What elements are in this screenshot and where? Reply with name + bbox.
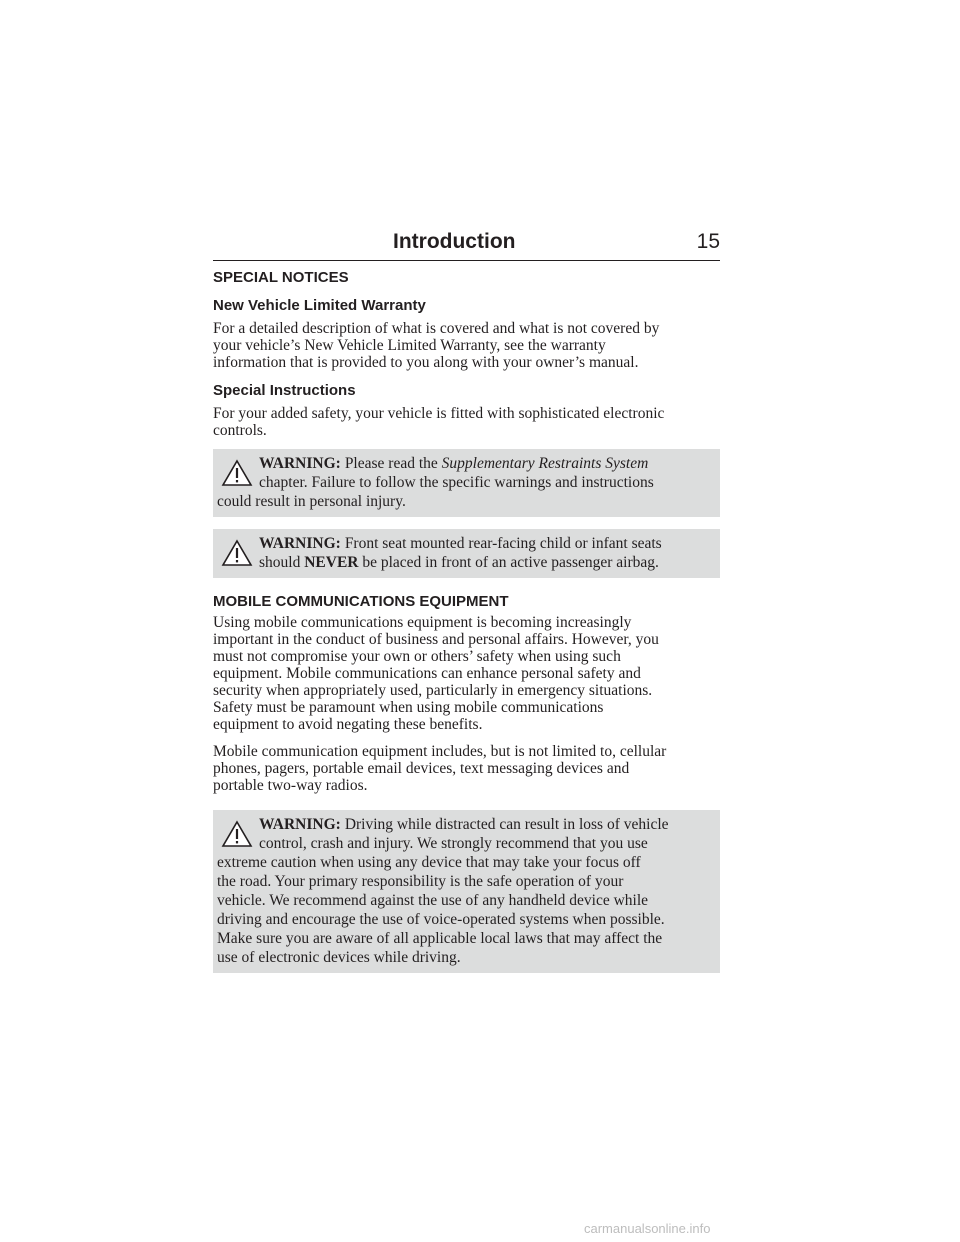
warning-line: Make sure you are aware of all applicable local laws that may affect the xyxy=(217,930,663,947)
warning-label: WARNING: xyxy=(259,816,341,833)
text-line: information that is provided to you along with your owner’s manual. xyxy=(213,354,639,371)
warning-box-restraints xyxy=(213,449,720,517)
page-number: 15 xyxy=(696,230,720,253)
text-line: your vehicle’s New Vehicle Limited Warranty, see the warranty xyxy=(213,337,606,354)
warning-line xyxy=(217,815,714,834)
text-line: Using mobile communications equipment is becoming increasingly xyxy=(213,614,632,631)
paragraph-special-instructions xyxy=(213,405,720,439)
text-line: portable two-way radios. xyxy=(213,777,368,794)
warning-line xyxy=(217,553,714,572)
emphasis-never: NEVER xyxy=(304,554,359,571)
warning-label: WARNING: xyxy=(259,535,341,552)
text-line: must not compromise your own or others’ safety when using such xyxy=(213,648,621,665)
warning-box-child-seats xyxy=(213,529,720,578)
text-line: For your added safety, your vehicle is fitted with sophisticated electronic xyxy=(213,405,665,422)
page-title: Introduction xyxy=(393,230,516,253)
text-line: security when appropriately used, particularly in emergency situations. xyxy=(213,682,653,699)
paragraph-mobile-2 xyxy=(213,743,720,794)
warning-line: vehicle. We recommend against the use of any handheld device while xyxy=(217,892,649,909)
warning-line: could result in personal injury. xyxy=(217,493,406,510)
text-run: Driving while distracted can result in loss of vehicle xyxy=(344,816,669,833)
paragraph-warranty xyxy=(213,320,720,371)
heading-mobile-communications: MOBILE COMMUNICATIONS EQUIPMENT xyxy=(213,593,509,610)
heading-special-notices: SPECIAL NOTICES xyxy=(213,269,349,286)
warning-triangle-icon xyxy=(221,539,253,567)
text-line: Safety must be paramount when using mobile communications xyxy=(213,699,604,716)
warning-line: extreme caution when using any device that may take your focus off xyxy=(217,854,641,871)
warning-triangle-icon xyxy=(221,459,253,487)
text-run: be placed in front of an active passenger airbag. xyxy=(362,554,659,571)
text-line: For a detailed description of what is covered and what is not covered by xyxy=(213,320,660,337)
italic-reference: Supplementary Restraints System xyxy=(441,455,649,472)
warning-box-distraction xyxy=(213,810,720,973)
heading-special-instructions: Special Instructions xyxy=(213,382,356,399)
text-run: Front seat mounted rear-facing child or infant seats xyxy=(344,535,662,552)
warning-line: the road. Your primary responsibility is the safe operation of your xyxy=(217,873,624,890)
text-line: important in the conduct of business and personal affairs. However, you xyxy=(213,631,659,648)
warning-line xyxy=(217,454,714,473)
heading-warranty: New Vehicle Limited Warranty xyxy=(213,297,426,314)
page-content xyxy=(213,268,720,985)
paragraph-mobile-1 xyxy=(213,614,720,733)
warning-line: use of electronic devices while driving. xyxy=(217,949,461,966)
warning-line: chapter. Failure to follow the specific warnings and instructions xyxy=(259,474,654,491)
text-line: equipment. Mobile communications can enhance personal safety and xyxy=(213,665,641,682)
warning-label: WARNING: xyxy=(259,455,341,472)
text-line: equipment to avoid negating these benefits. xyxy=(213,716,483,733)
text-run: should xyxy=(259,554,301,571)
text-line: Mobile communication equipment includes, but is not limited to, cellular xyxy=(213,743,667,760)
warning-line: control, crash and injury. We strongly recommend that you use xyxy=(259,835,648,852)
warning-line xyxy=(217,534,714,553)
warning-triangle-icon xyxy=(221,820,253,848)
text-line: controls. xyxy=(213,422,267,439)
text-run: Please read the xyxy=(344,455,438,472)
watermark-text: carmanualsonline.info xyxy=(584,1221,711,1236)
text-line: phones, pagers, portable email devices, text messaging devices and xyxy=(213,760,630,777)
page-header xyxy=(213,230,720,261)
warning-line: driving and encourage the use of voice-operated systems when possible. xyxy=(217,911,665,928)
